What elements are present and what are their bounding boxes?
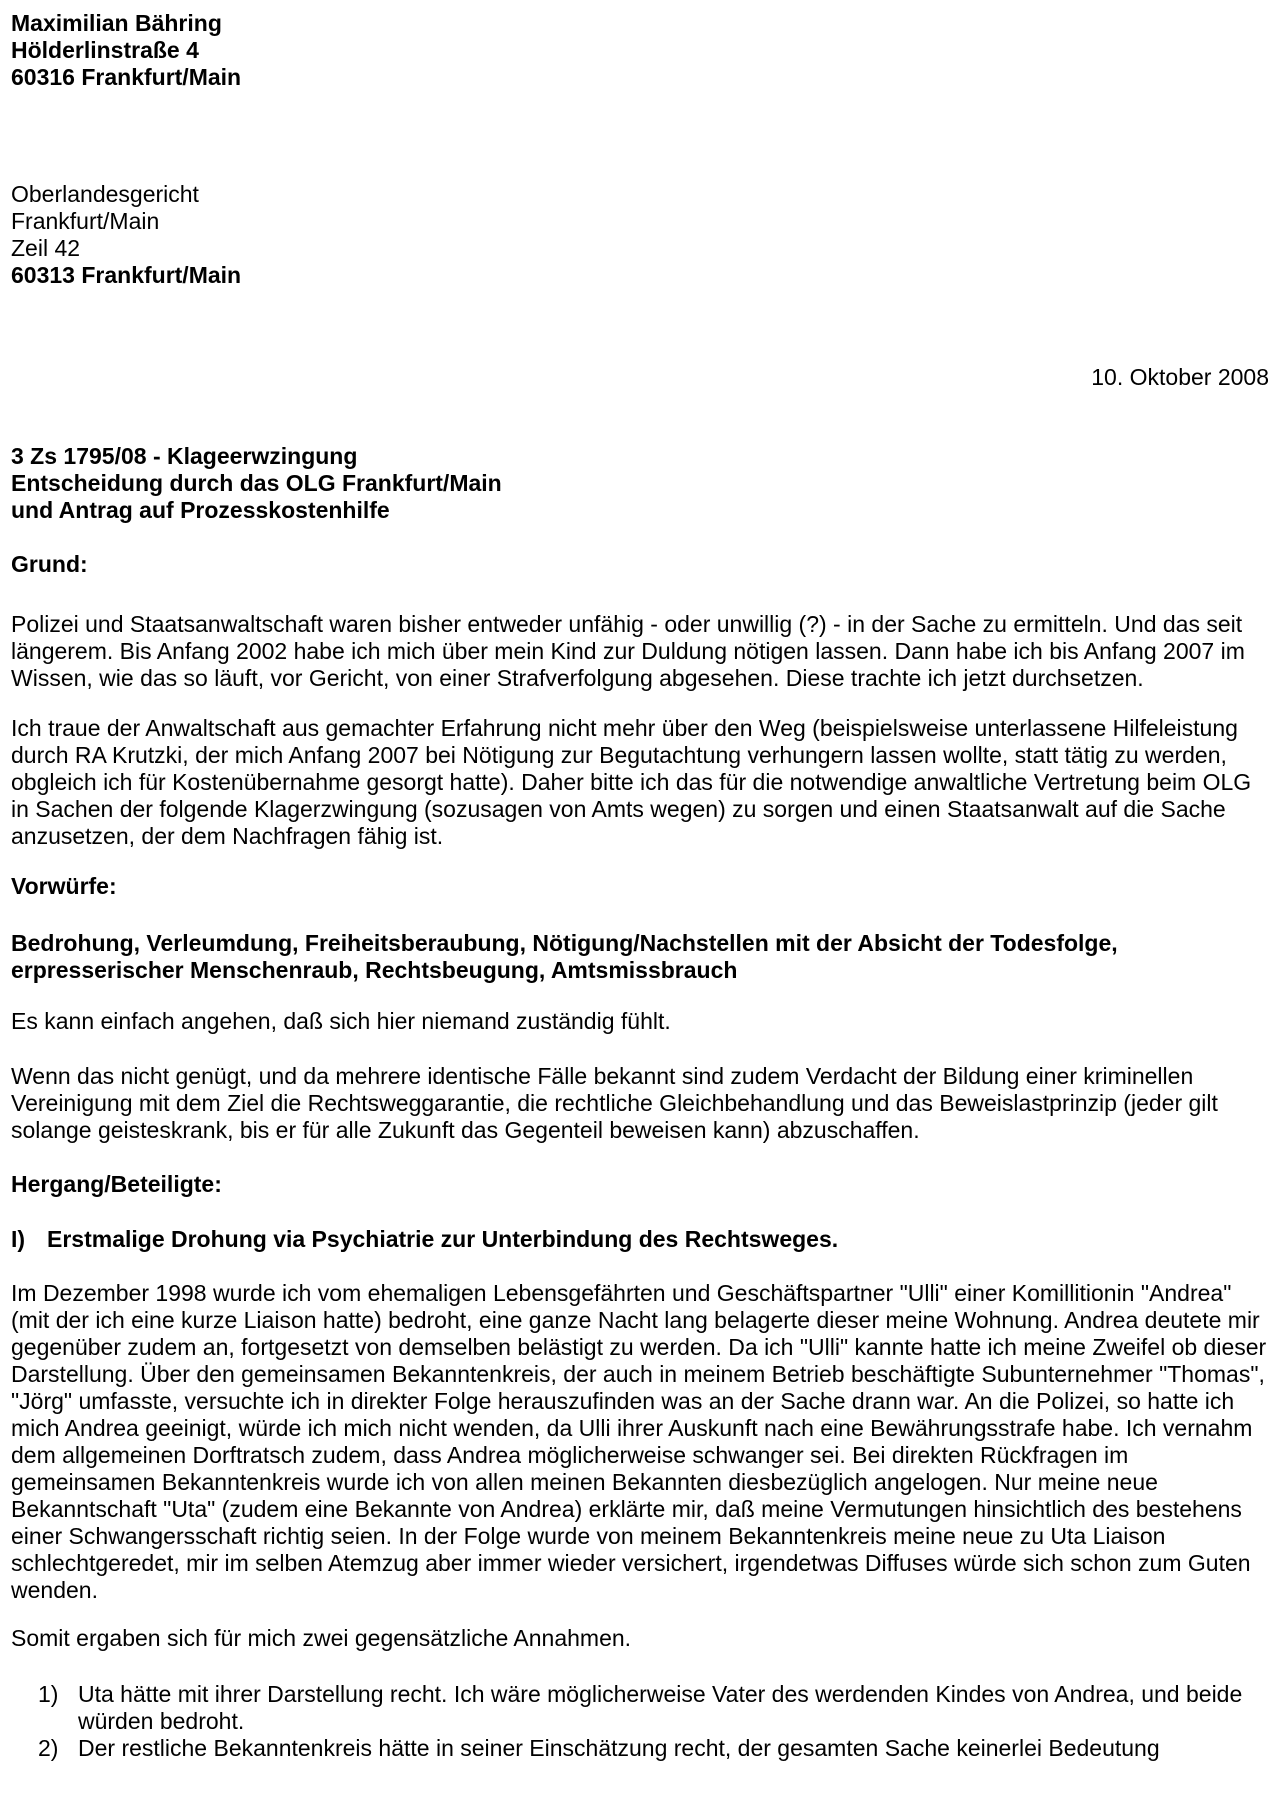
list-item-1-number: 1) <box>38 1681 59 1707</box>
heading-reason: Grund: <box>11 551 88 577</box>
sender-name: Maximilian Bähring <box>11 10 222 36</box>
paragraph-reason-1: Polizei und Staatsanwaltschaft waren bisher entweder unfähig - oder unwillig (?) - in der Sache zu ermitteln. Und das seit längerem. Bis Anfang 2002 habe ich mich über mein Kind zur Duldung nötigen lassen. Dann habe ich bis Anfang 2007 im Wissen, wie das so läuft, vor Gericht, von einer Strafverfolgung abgesehen. Diese trachte ich jetzt durchsetzen. <box>11 611 1245 691</box>
letter-date: 10. Oktober 2008 <box>1091 364 1269 390</box>
paragraph-history: Im Dezember 1998 wurde ich vom ehemaligen Lebensgefährten und Geschäftspartner "Ulli" einer Komillitionin "Andrea" (mit der ich eine kurze Liaison hatte) bedroht, eine ganze Nacht lang belagerte dieser meine Wohnung. Andrea deutete mir gegenüber zudem an, fortgesetzt von demselben belästigt zu werden. Da ich "Ulli" kannte hatte ich meine Zweifel ob dieser Darstellung. Über den gemeinsamen Bekanntenkreis, der auch in meinem Betrieb beschäftigte Subunternehmer "Thomas", "Jörg" umfasste, versuchte ich in direkter Folge herauszufinden was an der Sache drann war. An die Polizei, so hatte ich mich Andrea geeinigt, würde ich mich nicht wenden, da Ulli ihrer Auskunft nach eine Bewährungsstrafe habe. Ich vernahm dem allgemeinen Dorftratsch zudem, dass Andrea möglicherweise schwanger sei. Bei direkten Rückfragen im gemeinsamen Bekanntenkreis wurde ich von allen meinen Bekannten diesbezüglich angelogen. Nur meine neue Bekanntschaft "Uta" (zudem eine Bekannte von Andrea) erklärte mir, daß meine Vermutungen hinsichtlich des bestehens einer Schwangersschaft richtig seien. In der Folge wurde von meinem Bekanntenkreis meine neue zu Uta Liaison schlechtgeredet, mir im selben Atemzug aber immer wieder versichert, irgendetwas Diffuses würde sich schon zum Guten wenden. <box>11 1280 1267 1603</box>
section-1-title: Erstmalige Drohung via Psychiatrie zur Unterbindung des Rechtsweges. <box>47 1226 839 1252</box>
paragraph-assumptions-intro: Somit ergaben sich für mich zwei gegensätzliche Annahmen. <box>11 1625 632 1651</box>
subject-line-legal-aid: und Antrag auf Prozesskostenhilfe <box>11 497 390 523</box>
list-item-2-number: 2) <box>38 1735 59 1761</box>
recipient-address <box>11 181 1269 289</box>
assumptions-list <box>11 1681 1269 1762</box>
sender-street: Hölderlinstraße 4 <box>11 37 199 63</box>
paragraph-criminal-association: Wenn das nicht genügt, und da mehrere identische Fälle bekannt sind zudem Verdacht der Bildung einer kriminellen Vereinigung mit dem Ziel die Rechtsweggarantie, die rechtliche Gleichbehandlung und das Beweislastprinzip (jeder gilt solange geisteskrank, bis er für alle Zukunft das Gegenteil beweisen kann) abzuschaffen. <box>11 1063 1218 1143</box>
section-1-marker: I) <box>11 1226 26 1252</box>
list-item-2-text: Der restliche Bekanntenkreis hätte in seiner Einschätzung recht, der gesamten Sache keinerlei Bedeutung <box>78 1735 1160 1761</box>
paragraph-nobody-responsible: Es kann einfach angehen, daß sich hier niemand zuständig fühlt. <box>11 1008 671 1034</box>
list-item-1 <box>38 1681 1269 1735</box>
heading-course: Hergang/Beteiligte: <box>11 1171 222 1197</box>
subject-line-case-number: 3 Zs 1795/08 - Klageerwzingung <box>11 443 358 469</box>
section-1-heading <box>11 1226 1269 1253</box>
list-item-1-text: Uta hätte mit ihrer Darstellung recht. Ich wäre möglicherweise Vater des werdenden Kindes von Andrea, und beide würden bedroht. <box>78 1681 1243 1734</box>
recipient-city: Frankfurt/Main <box>11 208 160 234</box>
paragraph-reason-2: Ich traue der Anwaltschaft aus gemachter Erfahrung nicht mehr über den Weg (beispielsweise unterlassene Hilfeleistung durch RA Krutzki, der mich Anfang 2007 bei Nötigung zur Begutachtung verhungern lassen wollte, statt tätig zu werden, obgleich ich für Kostenübernahme gesorgt hatte). Daher bitte ich das für die notwendige anwaltliche Vertretung beim OLG in Sachen der folgende Klagerzwingung (sozusagen von Amts wegen) zu sorgen und einen Staatsanwalt auf die Sache anzusetzen, der dem Nachfragen fähig ist. <box>11 715 1252 849</box>
recipient-postal-city: 60313 Frankfurt/Main <box>11 262 242 288</box>
sender-address <box>11 10 1269 91</box>
recipient-court: Oberlandesgericht <box>11 181 199 207</box>
sender-city: 60316 Frankfurt/Main <box>11 64 242 90</box>
subject-block <box>11 443 1269 524</box>
recipient-street: Zeil 42 <box>11 235 81 261</box>
heading-accusations: Vorwürfe: <box>11 873 117 899</box>
list-item-2 <box>38 1735 1269 1762</box>
paragraph-accusation-list: Bedrohung, Verleumdung, Freiheitsberaubung, Nötigung/Nachstellen mit der Absicht der Todesfolge, erpresserischer Menschenraub, Rechtsbeugung, Amtsmissbrauch <box>11 930 1118 983</box>
subject-line-decision: Entscheidung durch das OLG Frankfurt/Main <box>11 470 502 496</box>
